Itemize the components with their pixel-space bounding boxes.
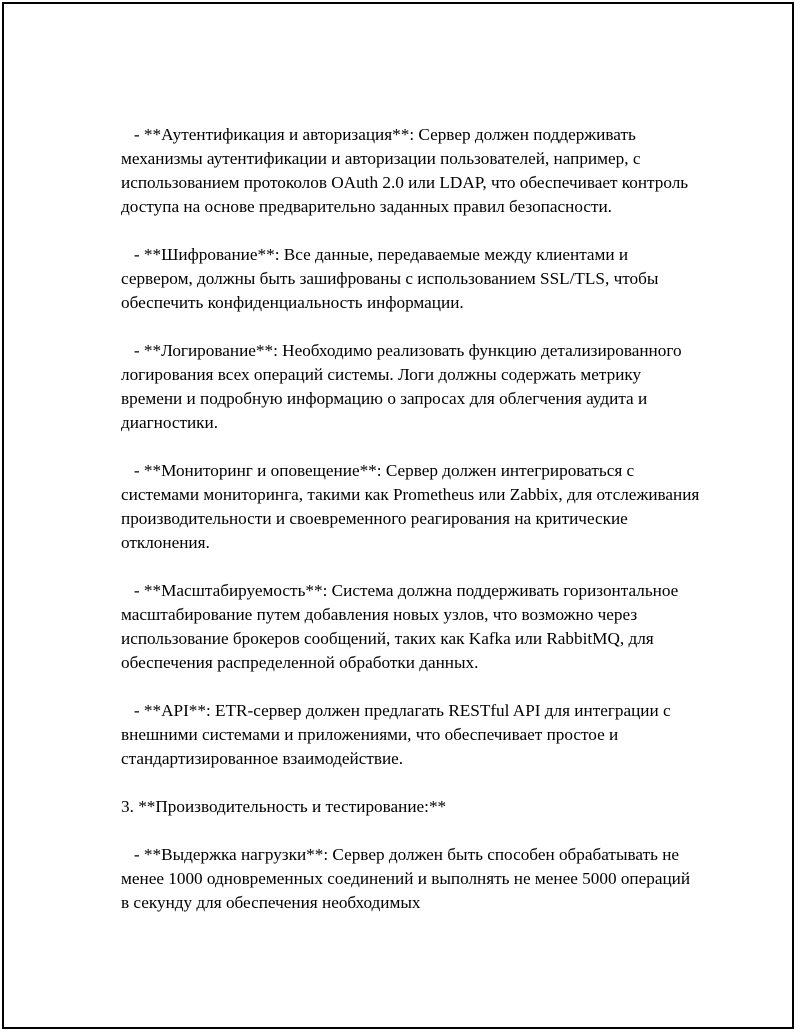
paragraph-encryption: - **Шифрование**: Все данные, передаваемые между клиентами и сервером, должны быть зашифрованы с использованием SSL/TLS, чтобы обеспечить конфиденциальность информации.: [121, 245, 663, 312]
document-page: [2, 2, 794, 1029]
paragraph-monitoring: - **Мониторинг и оповещение**: Сервер должен интегрироваться с системами мониторинга, такими как Prometheus или Zabbix, для отслеживания производительности и своевременного реагирования на критические отклонения.: [121, 461, 704, 552]
paragraph-logging: - **Логирование**: Необходимо реализовать функцию детализированного логирования всех операций системы. Логи должны содержать метрику времени и подробную информацию о запросах для облегчения аудита и диагностики.: [121, 341, 686, 432]
document-body: [121, 123, 704, 915]
paragraph-scalability: - **Масштабируемость**: Система должна поддерживать горизонтальное масштабирование путем добавления новых узлов, что возможно через использование брокеров сообщений, таких как Kafka или RabbitMQ, для обеспечения распределенной обработки данных.: [121, 581, 683, 672]
paragraph-authentication: - **Аутентификация и авторизация**: Сервер должен поддерживать механизмы аутентификации и авторизации пользователей, например, с использованием протоколов OAuth 2.0 или LDAP, что обеспечивает контроль доступа на основе предварительно заданных правил безопасности.: [121, 125, 693, 216]
paragraph-load-capacity: - **Выдержка нагрузки**: Сервер должен быть способен обрабатывать не менее 1000 одновременных соединений и выполнять не менее 5000 операций в секунду для обеспечения необходимых: [121, 845, 695, 912]
section-heading-performance: 3. **Производительность и тестирование:**: [121, 797, 447, 816]
paragraph-api: - **API**: ETR-сервер должен предлагать RESTful API для интеграции с внешними системами и приложениями, что обеспечивает простое и стандартизированное взаимодействие.: [121, 701, 675, 768]
